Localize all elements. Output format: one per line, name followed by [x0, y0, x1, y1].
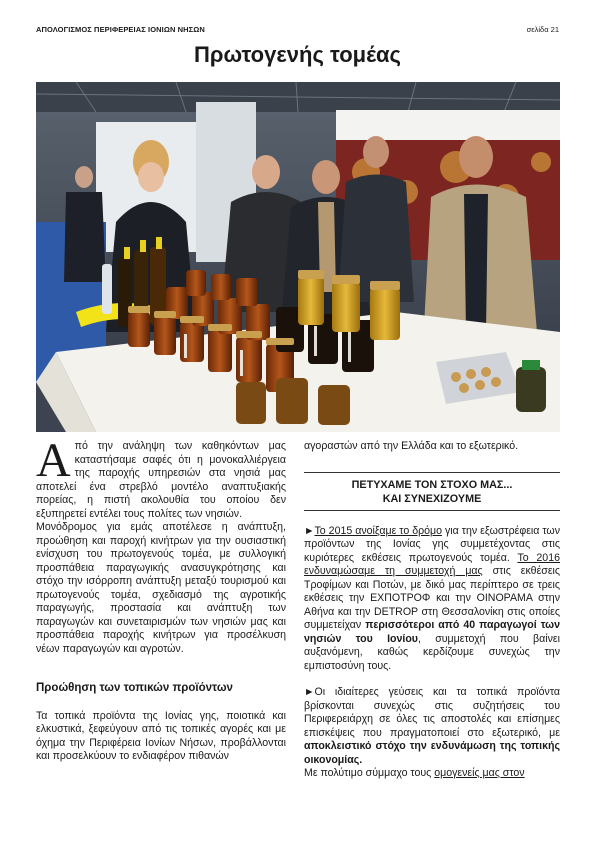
- strategy-paragraph: Μονόδρομος για εμάς αποτέλεσε η ανάπτυξη, προώθηση και παροχή κινήτρων για την ουσιαστική ενίσχυση του πρωτογενούς τομέα, με συλλογική προσπάθεια παραγωγικής ανασυγκρότησης και στόχο την ισόρροπη ανάπτυξη μεταξύ τουρισμού και πρωτογενούς τομέα, σχεδιασμό της αγροτικής παραγωγής, προστασία και ανάπτυξη των παραγωγών και συνεταιρισμών των νησιών μας και προσπάθεια παροχής κινήτρων για προσέλκυση νέων παραγωγών και αγροτών.: [36, 521, 286, 655]
- goal-heading-line1: ΠΕΤΥΧΑΜΕ ΤΟΝ ΣΤΟΧΟ ΜΑΣ...: [351, 478, 513, 491]
- running-header: ΑΠΟΛΟΓΙΣΜΟΣ ΠΕΡΙΦΕΡΕΙΑΣ ΙΟΝΙΩΝ ΝΗΣΩΝ: [36, 25, 205, 34]
- fairs-text-3: , συμμετοχή που βαίνει αυξανόμενη, καθώς κερδίζουμε συνεχώς την εμπιστοσύνη τους.: [304, 632, 560, 672]
- trade-fair-photo: [36, 82, 560, 432]
- page-title: Πρωτογενής τομέας: [193, 42, 401, 67]
- continuation-paragraph: αγοραστών από την Ελλάδα και το εξωτερικό.: [304, 440, 519, 452]
- diaspora-paragraph: [304, 767, 560, 781]
- fairs-paragraph: [304, 525, 560, 674]
- bullet-marker-2: ►: [304, 686, 315, 698]
- highlight-2015: Το 2015 ανοίξαμε το δρόμο: [314, 524, 443, 537]
- fairs-text-1: για την εξωστρέφεια των προϊόντων της Ιονίας γης συμμετέχοντας στις κυριότερες εκθέσεις πρωτογενούς τομέα.: [304, 524, 560, 564]
- goal-box-heading: [304, 472, 560, 511]
- right-column: [304, 440, 560, 781]
- tastes-paragraph: [304, 686, 560, 767]
- intro-paragraph: [36, 434, 286, 521]
- goal-heading-line2: ΚΑΙ ΣΥΝΕΧΙΖΟΥΜΕ: [382, 492, 482, 505]
- bullet-marker: ►: [304, 524, 315, 537]
- economy-highlight: αποκλειστικό στόχο την ενδυνάμωση της τοπικής οικονομίας.: [304, 740, 560, 766]
- trade-fair-photo-illustration: [36, 82, 560, 432]
- diaspora-text: Με πολύτιμο σύμμαχο τους: [304, 767, 435, 779]
- highlight-2016: Το 2016 ενδυναμώσαμε τη συμμετοχή μας: [304, 551, 560, 577]
- producers-highlight: περισσότεροι από 40 παραγωγοί των νησιών του Ιονίου: [304, 619, 560, 645]
- drop-cap: Α: [36, 434, 71, 487]
- fairs-text-2: στις εκθέσεις Τροφίμων και Ποτών, με δικό μας περίπτερο σε τρεις εκθέσεις την ΕΧΠΟΤΡΟΦ και την ΟΙΝΟΡΑΜΑ στην Αθήνα και την DETROP στη Θεσσαλονίκη στις οποίες συμμετείχαν: [304, 565, 561, 631]
- section-subheading: Προώθηση των τοπικών προϊόντων: [36, 682, 233, 694]
- tastes-text: Οι ιδιαίτερες γεύσεις και τα τοπικά προϊόντα βρίσκονται συνεχώς στις συζητήσεις του Περιφερειάρχη σε όλες τις αποστολές και επίσημες επισκέψεις που πραγματοποιεί στο εξωτερικό, με: [304, 686, 560, 739]
- diaspora-highlight: ομογενείς μας στον: [434, 767, 525, 779]
- intro-text: πό την ανάληψη των καθηκόντων μας καταστήσαμε σαφές ότι η μονοκαλλιέργεια της παροχής υπηρεσιών στα νησιά μας αποτελεί ένα στρεβλό μοντέλο αναπτυξιακής πορείας, η πιστή ακολουθία του οποίου δεν εξυπηρετεί εντέλει τους πολίτες των νησιών.: [36, 440, 286, 520]
- products-paragraph: Τα τοπικά προϊόντα της Ιονίας γης, ποιοτικά και ελκυστικά, ξεφεύγουν από τις τοπικές αγορές και με όχημα την Περιφέρεια Ιονίων Νήσων, προβάλλονται και προσελκύουν το ενδιαφέρον πιθανών: [36, 709, 286, 762]
- left-column: [36, 434, 286, 764]
- page-number: σελίδα 21: [526, 25, 559, 34]
